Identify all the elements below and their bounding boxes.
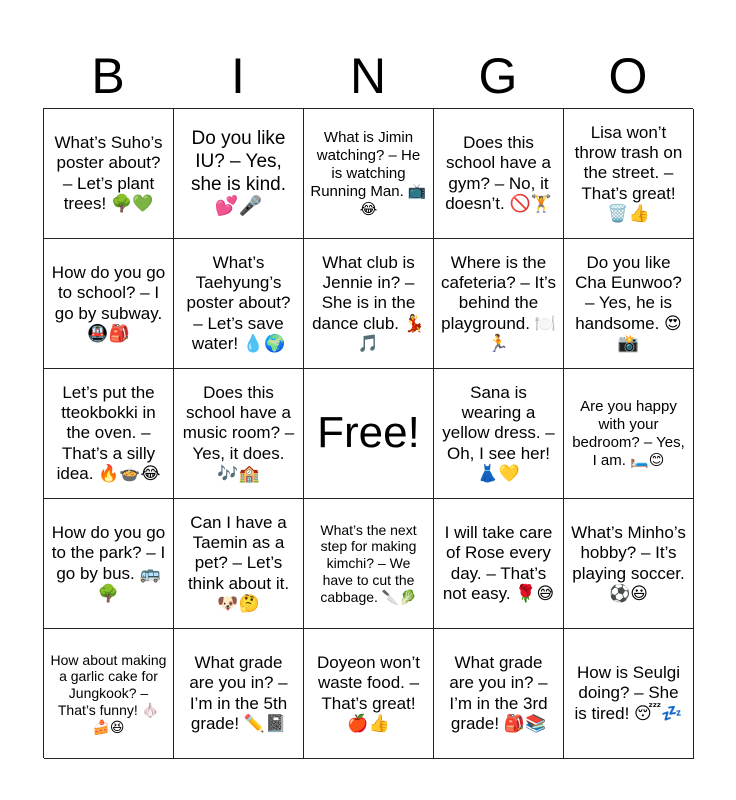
cell-text: What’s Suho’s poster about? – Let’s plant trees! 🌳💚 <box>54 132 163 213</box>
header-letter-n: N <box>349 48 387 104</box>
cell-text: What’s Taehyung’s poster about? – Let’s save water! 💧🌍 <box>186 252 291 354</box>
bingo-cell[interactable] <box>434 109 564 239</box>
bingo-cell[interactable] <box>44 239 174 369</box>
cell-text: What’s the next step for making kimchi? – We have to cut the cabbage. 🔪🥬 <box>320 521 417 605</box>
cell-text: Do you like Cha Eunwoo? – Yes, he is handsome. 😍📸 <box>575 252 682 354</box>
bingo-cell[interactable] <box>564 239 694 369</box>
cell-text: What grade are you in? – I’m in the 3rd grade! 🎒📚 <box>449 652 548 733</box>
bingo-cell[interactable] <box>564 109 694 239</box>
bingo-cell[interactable] <box>304 109 434 239</box>
cell-text: Doyeon won’t waste food. – That’s great! 🍎👍 <box>316 652 420 733</box>
bingo-cell[interactable] <box>564 369 694 499</box>
bingo-cell[interactable] <box>304 499 434 629</box>
cell-text: What is Jimin watching? – He is watching Running Man. 📺😂 <box>310 128 427 218</box>
bingo-header <box>43 44 693 108</box>
cell-text: What club is Jennie in? – She is in the dance club. 💃🎵 <box>312 252 425 354</box>
bingo-cell[interactable] <box>44 499 174 629</box>
free-cell[interactable] <box>304 369 434 499</box>
bingo-cell[interactable] <box>44 369 174 499</box>
bingo-cell[interactable] <box>304 629 434 759</box>
bingo-cell[interactable] <box>44 109 174 239</box>
cell-text: What’s Minho’s hobby? – It’s playing soccer. ⚽😃 <box>571 522 686 603</box>
header-letter-o: O <box>608 48 648 104</box>
cell-text: Does this school have a music room? – Yes, it does. 🎶🏫 <box>182 382 295 484</box>
cell-text: Are you happy with your bedroom? – Yes, I am. 🛏️😊 <box>572 397 685 469</box>
cell-text: Do you like IU? – Yes, she is kind. 💕🎤 <box>190 127 287 218</box>
cell-text: Does this school have a gym? – No, it doesn’t. 🚫🏋️ <box>445 132 552 213</box>
bingo-cell[interactable] <box>44 629 174 759</box>
free-text: Free! <box>317 408 420 458</box>
cell-text: I will take care of Rose every day. – That’s not easy. 🌹😅 <box>442 522 555 603</box>
cell-text: How about making a garlic cake for Jungkook? – That’s funny! 🧄🍰😆 <box>50 651 167 735</box>
header-letter-i: I <box>231 48 245 104</box>
cell-text: Lisa won’t throw trash on the street. – That’s great! 🗑️👍 <box>574 122 683 224</box>
cell-text: Where is the cafeteria? – It’s behind the playground. 🍽️🏃 <box>441 252 556 354</box>
cell-text: Can I have a Taemin as a pet? – Let’s think about it. 🐶🤔 <box>187 512 290 614</box>
bingo-cell[interactable] <box>434 499 564 629</box>
cell-text: Let’s put the tteokbokki in the oven. – That’s a silly idea. 🔥🍲😂 <box>56 382 161 484</box>
bingo-cell[interactable] <box>564 499 694 629</box>
cell-text: How is Seulgi doing? – She is tired! 😴💤 <box>574 662 683 723</box>
bingo-cell[interactable] <box>174 239 304 369</box>
cell-text: What grade are you in? – I’m in the 5th grade! ✏️📓 <box>189 652 288 733</box>
bingo-cell[interactable] <box>174 109 304 239</box>
bingo-board <box>43 108 693 758</box>
bingo-cell[interactable] <box>434 629 564 759</box>
cell-text: Sana is wearing a yellow dress. – Oh, I see her! 👗💛 <box>442 382 555 484</box>
bingo-cell[interactable] <box>174 629 304 759</box>
bingo-cell[interactable] <box>434 369 564 499</box>
bingo-cell[interactable] <box>174 499 304 629</box>
header-letter-g: G <box>478 48 518 104</box>
cell-text: How do you go to school? – I go by subway. 🚇🎒 <box>51 262 166 343</box>
cell-text: How do you go to the park? – I go by bus. 🚌🌳 <box>51 522 166 603</box>
bingo-cell[interactable] <box>304 239 434 369</box>
bingo-cell[interactable] <box>564 629 694 759</box>
header-letter-b: B <box>91 48 125 104</box>
bingo-cell[interactable] <box>434 239 564 369</box>
bingo-cell[interactable] <box>174 369 304 499</box>
